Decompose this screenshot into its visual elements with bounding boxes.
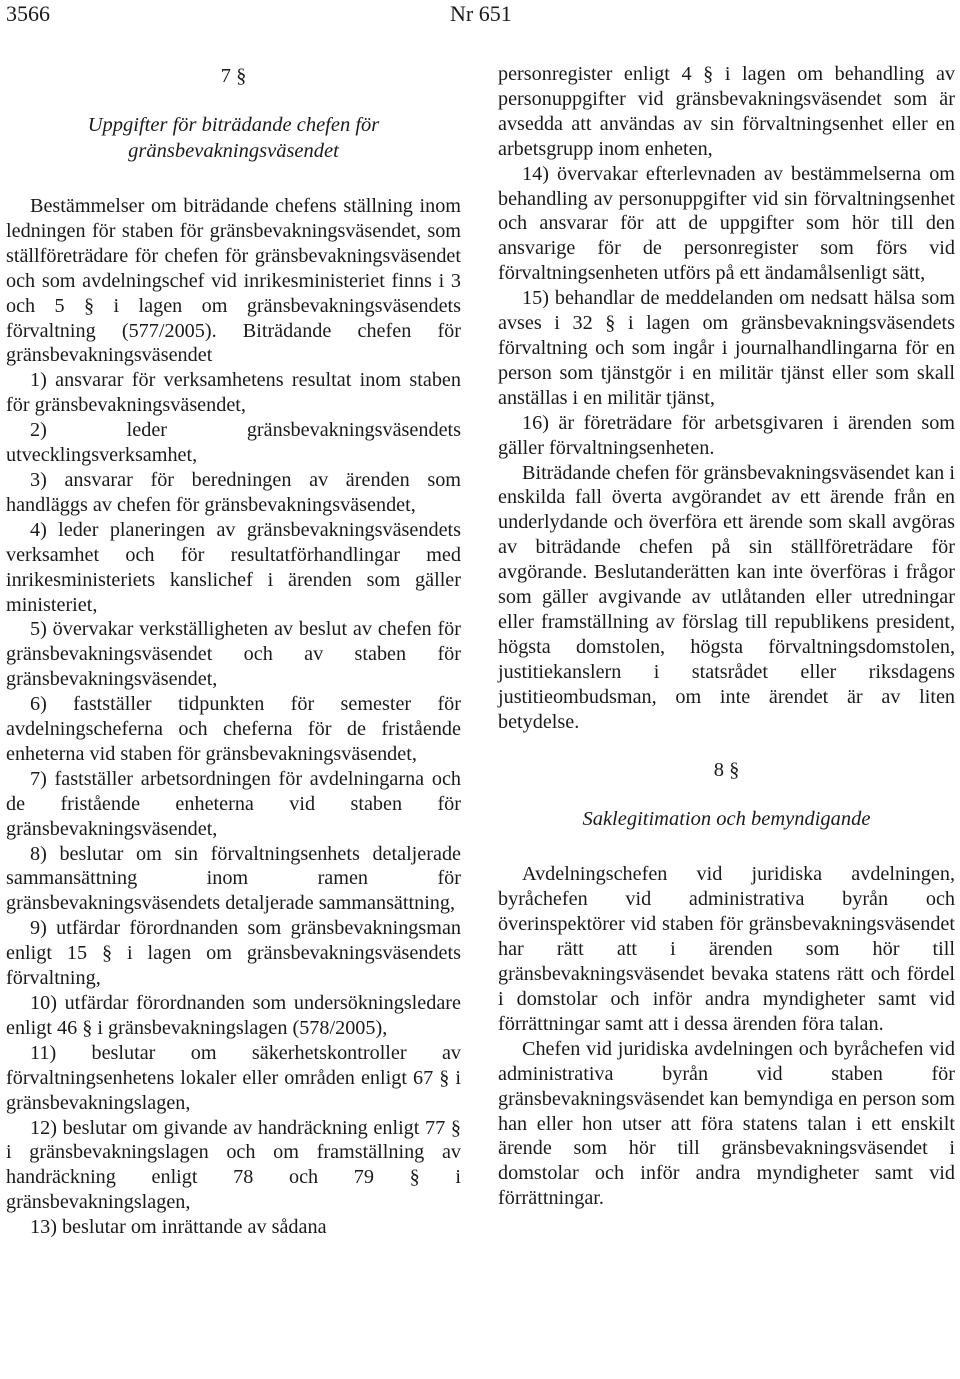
left-column: [6, 62, 461, 1240]
list-item: 13) beslutar om inrättande av sådana: [30, 1216, 327, 1239]
list-item: 12) beslutar om givande av handräckning enligt 77 § i gränsbevakningslagen och om framställning av handräckning enligt 78 och 79 § i gränsbevakningslagen,: [6, 1116, 461, 1214]
list-item: 15) behandlar de meddelanden om nedsatt hälsa som avses i 32 § i lagen om gränsbevakningsväsendets förvaltning och som ingår i journalhandlingarna för en person som tjänstgör i en militär tjänst eller som skall anställas i en militär tjänst,: [498, 287, 955, 409]
list-item: 3) ansvarar för beredningen av ärenden som handläggs av chefen för gränsbevakningsväsendet,: [6, 468, 461, 516]
list-item: 5) övervakar verkställigheten av beslut av chefen för gränsbevakningsväsendet och av staben för gränsbevakningsväsendet,: [6, 618, 461, 691]
page-number: 3566: [6, 1, 50, 26]
body-paragraph: Biträdande chefen för gränsbevakningsväsendet kan i enskilda fall överta avgörandet av ett ärende från en underlydande och överföra ett ärende som skall avgöras av biträdande chefen på sin ställföreträdare för avgörande. Beslutanderätten kan inte överföras i frågor som gäller avgivande av utlåtanden eller utredningar eller framställning av förslag till republikens president, högsta domstolen, högsta förvaltningsdomstolen, justitiekanslern i statsrådet eller riksdagens justitieombudsman, om inte ärendet är av liten betydelse.: [498, 461, 955, 733]
right-column: [498, 62, 955, 1211]
section-7-heading: Uppgifter för biträdande chefen för gränsbevakningsväsendet: [87, 114, 380, 162]
page-header: [6, 0, 954, 40]
section-7-intro: Bestämmelser om biträdande chefens ställning inom ledningen för staben för gränsbevakningsväsendet, som ställföreträdare för chefen för gränsbevakningsväsendet och som avdelningschef vid inrikesministeriet finns i 3 och 5 § i lagen om gränsbevakningsväsendets förvaltning (577/2005). Biträdande chefen för gränsbevakningsväsendet: [6, 195, 461, 367]
list-item: 11) beslutar om säkerhetskontroller av förvaltningsenhetens lokaler eller områden enligt 67 § i gränsbevakningslagen,: [6, 1041, 461, 1114]
list-item: 6) fastställer tidpunkten för semester för avdelningscheferna och cheferna för de fristående enheterna vid staben för gränsbevakningsväsendet,: [6, 693, 461, 765]
list-item: 7) fastställer arbetsordningen för avdelningarna och de fristående enheterna vid staben för gränsbevakningsväsendet,: [6, 767, 461, 840]
section-8-heading: Saklegitimation och bemyndigande: [582, 808, 871, 831]
section-8-number: 8 §: [713, 759, 740, 782]
body-paragraph: Avdelningschefen vid juridiska avdelningen, byråchefen vid administrativa byrån och överinspektörer vid staben för gränsbevakningsväsendet har rätt att i ärenden som hör till gränsbevakningsväsendet bevaka statens rätt och fördel i domstolar och inför andra myndigheter samt vid förrättningar samt att i dessa ärenden föra talan.: [498, 863, 955, 1035]
list-item: 9) utfärdar förordnanden som gränsbevakningsman enligt 15 § i lagen om gränsbevakningsväsendets förvaltning,: [6, 917, 461, 990]
list-item: 4) leder planeringen av gränsbevakningsväsendets verksamhet och för resultatförhandlingar med inrikesministeriets kanslichef i ärenden som gäller ministeriet,: [6, 518, 461, 616]
list-item: 2) leder gränsbevakningsväsendets utvecklingsverksamhet,: [6, 419, 461, 467]
list-item: 10) utfärdar förordnanden som undersökningsledare enligt 46 § i gränsbevakningslagen (578/2005),: [6, 992, 461, 1039]
list-item: 8) beslutar om sin förvaltningsenhets detaljerade sammansättning inom ramen för gränsbevakningsväsendets detaljerade sammansättning,: [6, 842, 461, 915]
list-item: 1) ansvarar för verksamhetens resultat inom staben för gränsbevakningsväsendet,: [6, 369, 461, 417]
continuation-text: personregister enligt 4 § i lagen om behandling av personuppgifter vid gränsbevakningsväsendet som är avsedda att användas av sin förvaltningsenhet eller en arbetsgrupp inom enheten,: [498, 63, 955, 160]
section-7-number: 7 §: [220, 65, 247, 87]
document-number: Nr 651: [450, 1, 512, 26]
list-item: 14) övervakar efterlevnaden av bestämmelserna om behandling av personuppgifter vid sin förvaltningsenhet och ansvarar för att de uppgifter som hör till den ansvarige för de personregister som förs vid förvaltningsenheten utförs på ett ändamålsenligt sätt,: [498, 162, 955, 285]
body-paragraph: Chefen vid juridiska avdelningen och byråchefen vid administrativa byrån vid staben för gränsbevakningsväsendet kan bemyndiga en person som han eller hon utser att föra statens talan i ett enskilt ärende som hör till gränsbevakningsväsendet i domstolar och inför andra myndigheter samt vid förrättningar.: [498, 1037, 955, 1210]
list-item: 16) är företrädare för arbetsgivaren i ärenden som gäller förvaltningsenheten.: [498, 411, 955, 459]
